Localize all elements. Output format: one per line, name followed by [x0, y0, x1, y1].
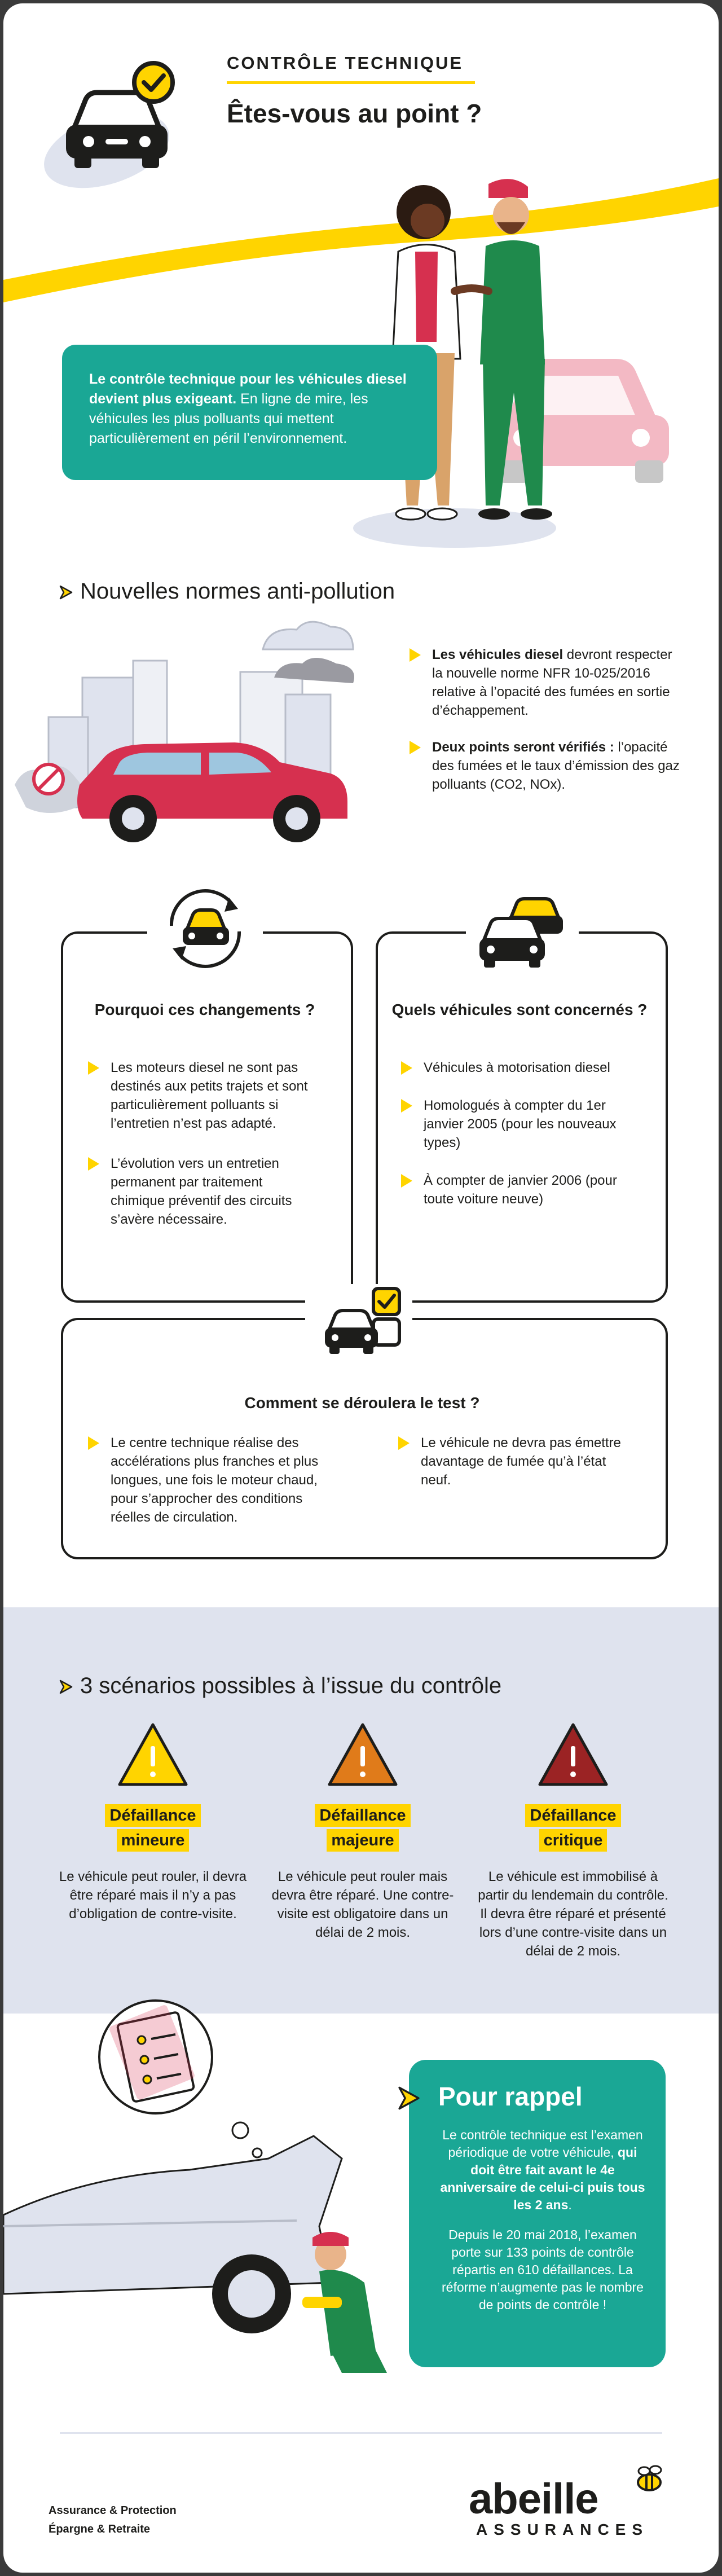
pourquoi-item-2: L’évolution vers un entretien permanent par traitement chimique préventif des circuits s’avère nécessaire. [88, 1154, 319, 1229]
footer-line-2: Épargne & Retraite [49, 2523, 151, 2535]
mechanic-car-illustration [3, 1989, 421, 2384]
scenario-majeure-label-1: Défaillance [315, 1804, 410, 1827]
quels-list [401, 1058, 644, 1208]
intro-box [62, 345, 437, 480]
header-kicker: CONTRÔLE TECHNIQUE [227, 53, 464, 73]
brand-subtitle: ASSURANCES [476, 2521, 649, 2538]
brand-logo[interactable]: abeille [469, 2475, 598, 2523]
rappel-p1-c: . [568, 2197, 572, 2212]
pourquoi-item-1: Les moteurs diesel ne sont pas destinés aux petits trajets et sont particulièrement polluants si l’entretien n’est pas adapté. [88, 1058, 319, 1133]
normes-title-text: Nouvelles normes anti-pollution [80, 579, 395, 604]
bee-logo-icon [629, 2463, 669, 2497]
intro-bold: Le contrôle technique pour les véhicules diesel devient plus exigeant. [89, 371, 407, 407]
footer-line-1: Assurance & Protection [49, 2504, 177, 2517]
scenario-critique-desc: Le véhicule est immobilisé à partir du lendemain du contrôle. Il devra être réparé et présenté lors d’une contre-visite dans un délai de 2 mois. [478, 1869, 668, 1959]
page-title: Êtes-vous au point ? [227, 99, 482, 128]
normes-points [410, 645, 680, 806]
comment-left [88, 1434, 342, 1539]
chevron-right-icon [397, 2085, 421, 2112]
warning-triangle-yellow-icon [116, 1721, 190, 1788]
normes-point-1-bold: Les véhicules diesel [432, 647, 563, 662]
scenario-majeure [267, 1721, 459, 1942]
comment-right-list [398, 1434, 624, 1489]
section-title-normes [59, 579, 395, 604]
normes-point-2 [410, 738, 680, 794]
scenario-majeure-desc: Le véhicule peut rouler mais devra être réparé. Une contre-visite est obligatoire dans un délai de 2 mois. [271, 1869, 454, 1940]
two-cars-icon [472, 886, 573, 977]
warning-triangle-orange-icon [326, 1721, 399, 1788]
scenario-critique-label-2: critique [539, 1829, 607, 1852]
rappel-paragraph-2: Depuis le 20 mai 2018, l’examen porte sur 133 points de contrôle répartis en 610 défaillances. La réforme n’augmente pas le nombre de points de contrôle ! [442, 2227, 644, 2312]
normes-point-1-text: devront respecter la nouvelle norme NFR 10-025/2016 relative à l’opacité des fumées en sortie d’échappement. [432, 647, 672, 718]
pourquoi-list [88, 1058, 319, 1229]
scenario-majeure-label-2: majeure [327, 1829, 398, 1852]
quels-title: Quels véhicules sont concernés ? [391, 1001, 648, 1018]
kicker-underline [227, 81, 475, 84]
car-checklist-icon [319, 1284, 410, 1363]
rappel-p1-bold: qui doit être fait avant le 4e anniversaire de celui-ci puis tous les 2 ans [440, 2145, 645, 2212]
chevron-right-icon [59, 1680, 73, 1694]
rappel-text [438, 2126, 647, 2314]
scenario-mineure [57, 1721, 249, 1923]
quels-item-1: Véhicules à motorisation diesel [401, 1058, 644, 1077]
chevron-right-icon [59, 585, 73, 600]
normes-point-2-bold: Deux points seront vérifiés : [432, 740, 614, 755]
quels-content [401, 1058, 644, 1221]
rappel-box [409, 2060, 666, 2367]
intro-text [62, 345, 437, 473]
rappel-p1-a: Le contrôle technique est l’examen périodique de votre véhicule, [442, 2127, 643, 2160]
scenario-mineure-label-2: mineure [117, 1829, 190, 1852]
scenario-critique [477, 1721, 669, 1960]
pourquoi-title: Pourquoi ces changements ? [94, 1001, 315, 1018]
intro-rest: En ligne de mire, les véhicules les plus polluants qui mettent particulièrement en péril l’environnement. [89, 391, 368, 446]
normes-list [410, 645, 680, 794]
rappel-paragraph-1 [438, 2126, 647, 2214]
comment-right [398, 1434, 624, 1502]
scenario-mineure-label-1: Défaillance [105, 1804, 200, 1827]
infographic-card [3, 3, 719, 2573]
comment-left-list [88, 1434, 342, 1527]
scenario-critique-label-1: Défaillance [525, 1804, 620, 1827]
quels-item-2: Homologués à compter du 1er janvier 2005 (pour les nouveaux types) [401, 1096, 644, 1152]
rappel-title: Pour rappel [438, 2082, 583, 2111]
comment-title: Comment se déroulera le test ? [244, 1394, 480, 1412]
warning-triangle-red-icon [536, 1721, 610, 1788]
comment-right-item: Le véhicule ne devra pas émettre davantage de fumée qu’à l’état neuf. [398, 1434, 624, 1489]
quels-item-3: À compter de janvier 2006 (pour toute voiture neuve) [401, 1171, 644, 1208]
car-check-icon [52, 60, 182, 173]
car-cycle-icon [160, 881, 250, 977]
footer-taglines [49, 2502, 177, 2539]
section-title-scenarios [59, 1673, 501, 1699]
scenarios-title-text: 3 scénarios possibles à l’issue du contrôle [80, 1673, 502, 1698]
normes-point-1 [410, 645, 680, 720]
comment-left-item: Le centre technique réalise des accélérations plus franches et plus longues, une fois le moteur chaud, pour s’approcher des conditions réelles de circulation. [88, 1434, 342, 1527]
pourquoi-content [88, 1058, 319, 1241]
polluting-car-illustration [15, 616, 381, 864]
scenario-mineure-desc: Le véhicule peut rouler, il devra être réparé mais il n’y a pas d’obligation de contre-visite. [59, 1869, 247, 1922]
footer-divider [60, 2432, 662, 2434]
yellow-swoosh [3, 167, 719, 314]
normes-point-2-text: l’opacité des fumées et le taux d’émission des gaz polluants (CO2, NOx). [432, 740, 680, 792]
